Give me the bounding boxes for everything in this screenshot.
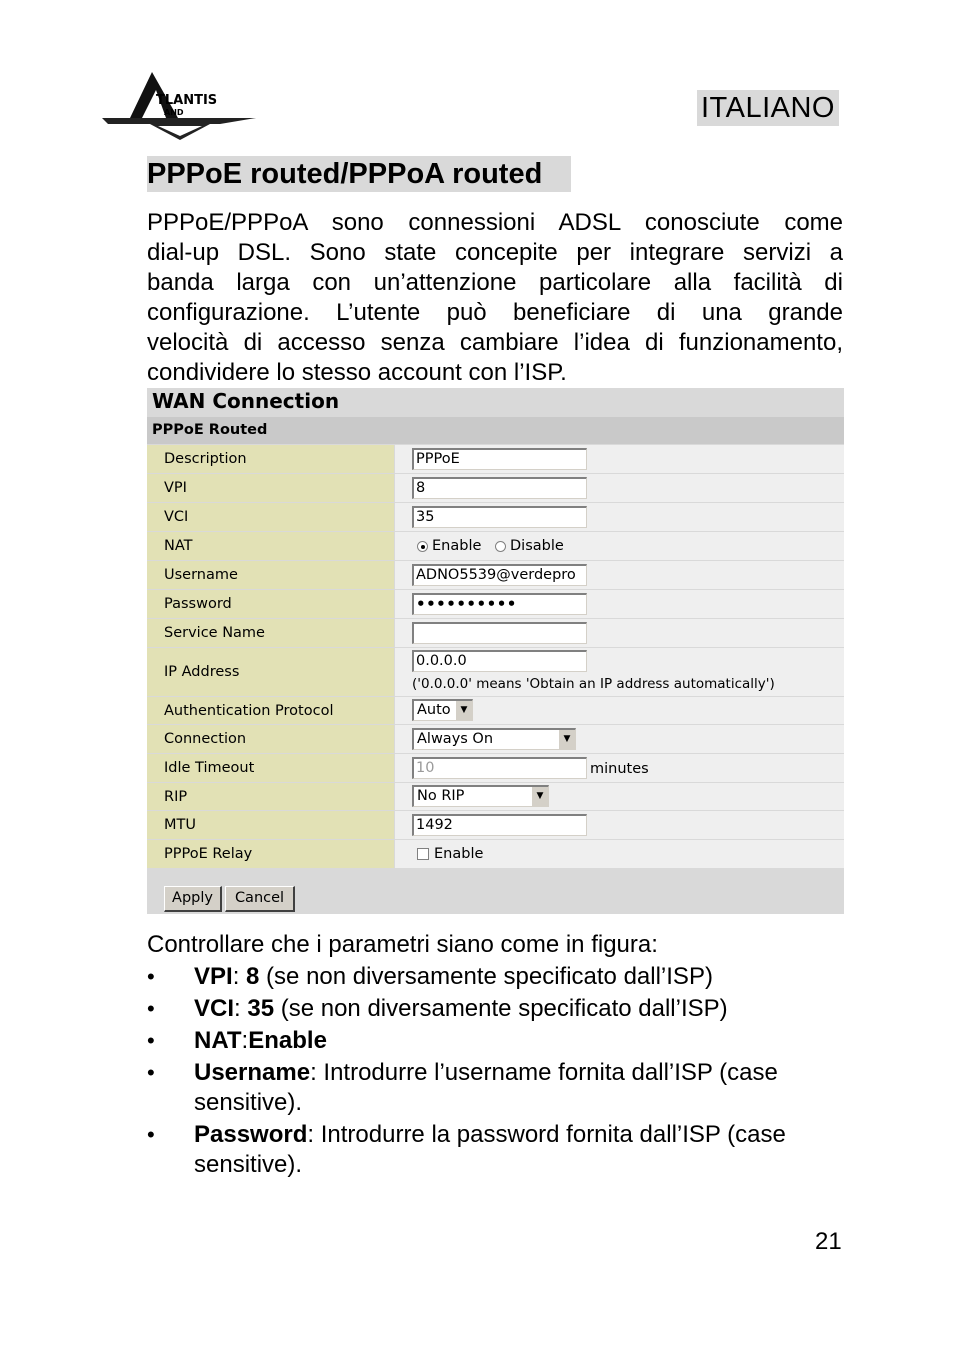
intro-line: velocità di accesso senza cambiare l’idea di funzionamento, <box>147 329 843 356</box>
service-name-input[interactable] <box>412 622 587 644</box>
chevron-down-icon[interactable]: ▼ <box>455 701 472 720</box>
connection-value: Always On <box>417 731 494 747</box>
cancel-button[interactable]: Cancel <box>225 886 295 912</box>
vci-row <box>147 503 844 531</box>
chevron-down-icon[interactable]: ▼ <box>558 730 575 749</box>
connection-label: Connection <box>164 731 247 747</box>
bullet-key: Username <box>194 1059 311 1086</box>
list-item: • VPI: 8 (se non diversamente specificato dall’ISP) <box>147 962 847 992</box>
pppoe-relay-row <box>147 840 844 868</box>
username-row <box>147 561 844 589</box>
auth-protocol-label: Authentication Protocol <box>164 702 334 719</box>
pppoe-relay-label: PPPoE Relay <box>164 846 253 862</box>
intro-paragraph <box>147 208 843 388</box>
idle-timeout-label: Idle Timeout <box>164 760 255 776</box>
rip-label: RIP <box>164 788 188 805</box>
mtu-label: MTU <box>164 817 196 833</box>
description-input[interactable]: PPPoE <box>412 448 587 470</box>
bullet-value: 35 <box>247 995 275 1022</box>
ip-address-input[interactable]: 0.0.0.0 <box>412 650 587 672</box>
bullet-value: Enable <box>248 1027 327 1054</box>
nat-disable-radio[interactable] <box>495 541 506 552</box>
vpi-label: VPI <box>164 480 187 496</box>
ip-address-label: IP Address <box>164 664 240 680</box>
wan-connection-panel <box>147 388 844 914</box>
idle-timeout-row <box>147 754 844 782</box>
panel-subtitle-text: PPPoE Routed <box>152 422 268 438</box>
mtu-input[interactable]: 1492 <box>412 814 587 836</box>
svg-text:TLANTIS: TLANTIS <box>156 93 218 108</box>
svg-text:AND: AND <box>164 108 184 117</box>
auth-protocol-select[interactable] <box>412 699 473 721</box>
vci-input[interactable]: 35 <box>412 506 587 528</box>
list-item: • Password: Introdurre la password fornita dall’ISP (case sensitive). <box>147 1120 847 1180</box>
description-label: Description <box>164 451 247 467</box>
bullet-value: 8 <box>246 963 260 990</box>
connection-select[interactable] <box>412 728 576 750</box>
intro-line: condividere lo stesso account con l’ISP. <box>147 359 567 386</box>
nat-disable-label: Disable <box>510 538 564 554</box>
password-row <box>147 590 844 618</box>
page-number: 21 <box>815 1228 842 1255</box>
rip-row <box>147 783 844 810</box>
list-item: • VCI: 35 (se non diversamente specificato dall’ISP) <box>147 994 847 1024</box>
username-input[interactable]: ADNO5539@verdepro <box>412 564 587 586</box>
nat-enable-label: Enable <box>432 538 482 554</box>
password-input[interactable]: •••••••••• <box>412 593 587 615</box>
auth-protocol-row <box>147 697 844 724</box>
bullet-key: NAT <box>194 1027 242 1054</box>
auth-protocol-value: Auto <box>417 702 451 718</box>
bullet-key: VCI <box>194 995 235 1022</box>
intro-line: PPPoE/PPPoA sono connessioni ADSL conosciute come <box>147 209 843 236</box>
section-title: PPPoE routed/PPPoA routed <box>147 156 571 192</box>
list-item: • NAT:Enable <box>147 1026 847 1056</box>
bullet-key: VPI <box>194 963 233 990</box>
password-label: Password <box>164 596 232 612</box>
connection-row <box>147 725 844 753</box>
nat-enable-radio[interactable] <box>417 541 428 552</box>
nat-row <box>147 532 844 560</box>
vpi-row <box>147 474 844 502</box>
intro-line: dial-up DSL. Sono state concepite per integrare servizi a <box>147 239 843 266</box>
intro-line: configurazione. L’utente può beneficiare di una grande <box>147 299 843 326</box>
atlantis-logo <box>100 68 260 142</box>
vci-label: VCI <box>164 509 189 525</box>
description-row <box>147 445 844 473</box>
mtu-row <box>147 811 844 839</box>
nat-label: NAT <box>164 538 193 554</box>
rip-select[interactable] <box>412 785 549 807</box>
pppoe-relay-enable-label: Enable <box>434 846 484 862</box>
intro-line: banda larga con un’attenzione particolare alla facilità di <box>147 269 843 296</box>
service-name-label: Service Name <box>164 625 265 641</box>
idle-timeout-input[interactable]: 10 <box>412 757 587 779</box>
idle-timeout-unit: minutes <box>590 761 649 777</box>
chevron-down-icon[interactable]: ▼ <box>531 787 548 806</box>
panel-title: WAN Connection <box>152 389 340 413</box>
instructions-text: Controllare che i parametri siano come in figura: <box>147 931 658 958</box>
rip-value: No RIP <box>417 788 465 804</box>
parameter-list <box>147 962 847 1182</box>
panel-subtitle <box>147 417 844 444</box>
username-label: Username <box>164 567 238 583</box>
list-item: • Username: Introdurre l’username fornita dall’ISP (case sensitive). <box>147 1058 847 1118</box>
apply-button[interactable]: Apply <box>164 886 222 912</box>
vpi-input[interactable]: 8 <box>412 477 587 499</box>
ip-address-note: ('0.0.0.0' means 'Obtain an IP address automatically') <box>412 676 775 692</box>
service-name-row <box>147 619 844 647</box>
ip-address-row <box>147 648 844 696</box>
language-label: ITALIANO <box>697 90 839 126</box>
pppoe-relay-checkbox[interactable] <box>417 848 429 860</box>
bullet-key: Password <box>194 1121 308 1148</box>
